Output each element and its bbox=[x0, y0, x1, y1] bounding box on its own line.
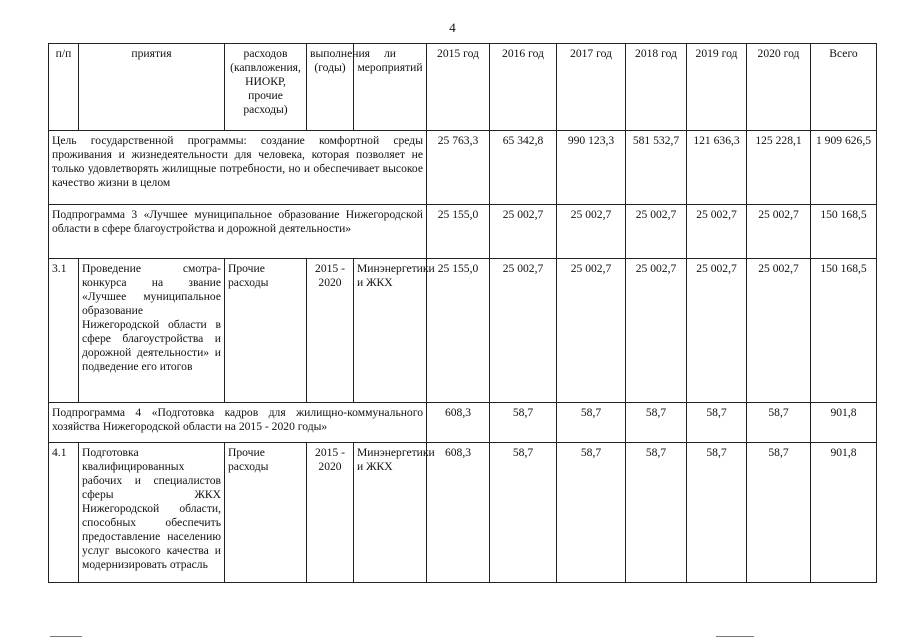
value-cell: 58,7 bbox=[557, 403, 626, 443]
value-cell: 25 002,7 bbox=[687, 259, 747, 403]
goal-text: Цель государственной программы: создание комфортной среды проживания и жизнедеятельности для человека, которая позволяет не только удовлетворять жилищные потребности, но и обеспечивает высокое качество жизни в целом bbox=[49, 131, 427, 205]
subprogram-4-text: Подпрограмма 4 «Подготовка кадров для жилищно-коммунального хозяйства Нижегородской области на 2015 - 2020 годы» bbox=[49, 403, 427, 443]
value-cell: 150 168,5 bbox=[811, 259, 877, 403]
value-cell: 901,8 bbox=[811, 443, 877, 583]
header-year-2017: 2017 год bbox=[557, 44, 626, 131]
header-num: п/п bbox=[49, 44, 79, 131]
table-row-4-1 bbox=[49, 443, 877, 583]
value-cell: 25 155,0 bbox=[427, 259, 490, 403]
period: 2015 - 2020 bbox=[307, 443, 354, 583]
value-cell: 25 002,7 bbox=[747, 205, 811, 259]
value-cell: 58,7 bbox=[747, 403, 811, 443]
value-cell: 25 002,7 bbox=[490, 259, 557, 403]
header-expense: расходов (капвложения, НИОКР, прочие расходы) bbox=[225, 44, 307, 131]
header-year-2020: 2020 год bbox=[747, 44, 811, 131]
value-cell: 608,3 bbox=[427, 403, 490, 443]
value-cell: 58,7 bbox=[490, 443, 557, 583]
value-cell: 25 155,0 bbox=[427, 205, 490, 259]
header-event: приятия bbox=[79, 44, 225, 131]
header-year-2016: 2016 год bbox=[490, 44, 557, 131]
header-year-2019: 2019 год bbox=[687, 44, 747, 131]
value-cell: 65 342,8 bbox=[490, 131, 557, 205]
event-text: Подготовка квалифицированных рабочих и специалистов сферы ЖКХ Нижегородской области, способных обеспечить предоставление населению услуг высокого качества и модернизировать отрасль bbox=[79, 443, 225, 583]
value-cell: 581 532,7 bbox=[626, 131, 687, 205]
table-row-goal bbox=[49, 131, 877, 205]
executor: Минэнергетики и ЖКХ bbox=[354, 259, 427, 403]
row-number: 4.1 bbox=[49, 443, 79, 583]
table-row-subprogram-4 bbox=[49, 403, 877, 443]
value-cell: 25 002,7 bbox=[687, 205, 747, 259]
subprogram-3-text: Подпрограмма 3 «Лучшее муниципальное образование Нижегородской области в сфере благоустройства и дорожной деятельности» bbox=[49, 205, 427, 259]
value-cell: 58,7 bbox=[626, 403, 687, 443]
value-cell: 1 909 626,5 bbox=[811, 131, 877, 205]
value-cell: 25 002,7 bbox=[557, 205, 626, 259]
header-total: Всего bbox=[811, 44, 877, 131]
value-cell: 25 002,7 bbox=[747, 259, 811, 403]
header-year-2018: 2018 год bbox=[626, 44, 687, 131]
value-cell: 25 002,7 bbox=[626, 259, 687, 403]
value-cell: 990 123,3 bbox=[557, 131, 626, 205]
expense-type: Прочие расходы bbox=[225, 443, 307, 583]
footer-divider-right bbox=[716, 636, 754, 637]
value-cell: 58,7 bbox=[687, 443, 747, 583]
table-row-3-1 bbox=[49, 259, 877, 403]
value-cell: 125 228,1 bbox=[747, 131, 811, 205]
value-cell: 58,7 bbox=[687, 403, 747, 443]
value-cell: 25 002,7 bbox=[490, 205, 557, 259]
header-row bbox=[49, 44, 877, 131]
value-cell: 58,7 bbox=[626, 443, 687, 583]
header-year-2015: 2015 год bbox=[427, 44, 490, 131]
period: 2015 - 2020 bbox=[307, 259, 354, 403]
program-table bbox=[48, 43, 877, 583]
event-text: Проведение смотра-конкурса на звание «Лучшее муниципальное образование Нижегородской области в сфере благоустройства и дорожной деятельности» и подведение его итогов bbox=[79, 259, 225, 403]
value-cell: 608,3 bbox=[427, 443, 490, 583]
expense-type: Прочие расходы bbox=[225, 259, 307, 403]
value-cell: 58,7 bbox=[557, 443, 626, 583]
table-row-subprogram-3 bbox=[49, 205, 877, 259]
value-cell: 901,8 bbox=[811, 403, 877, 443]
header-period: выполнения (годы) bbox=[307, 44, 354, 131]
page-number: 4 bbox=[449, 20, 456, 35]
executor: Минэнергетики и ЖКХ bbox=[354, 443, 427, 583]
value-cell: 58,7 bbox=[490, 403, 557, 443]
value-cell: 25 763,3 bbox=[427, 131, 490, 205]
value-cell: 25 002,7 bbox=[626, 205, 687, 259]
value-cell: 58,7 bbox=[747, 443, 811, 583]
value-cell: 150 168,5 bbox=[811, 205, 877, 259]
header-executor: ли мероприятий bbox=[354, 44, 427, 131]
footer-divider-left bbox=[50, 636, 82, 637]
row-number: 3.1 bbox=[49, 259, 79, 403]
value-cell: 25 002,7 bbox=[557, 259, 626, 403]
value-cell: 121 636,3 bbox=[687, 131, 747, 205]
